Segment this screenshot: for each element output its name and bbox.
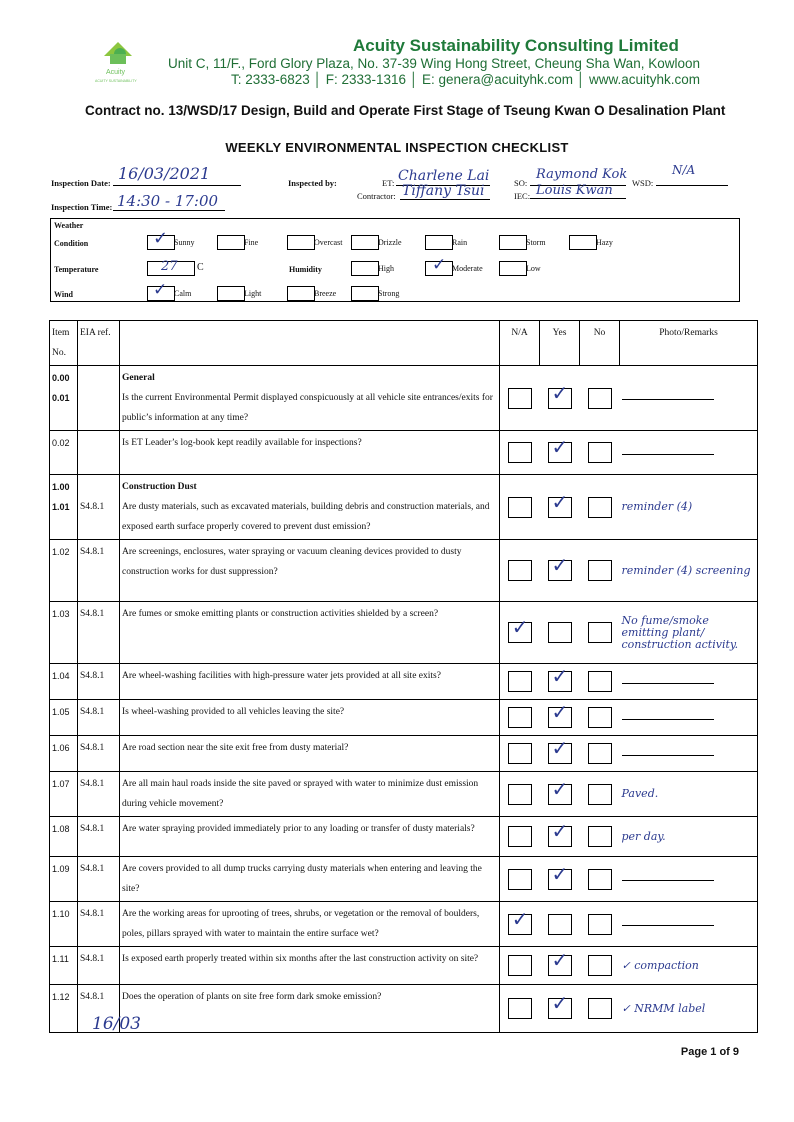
company-address: Unit C, 11/F., Ford Glory Plaza, No. 37-39 Wing Hong Street, Cheung Sha Wan, Kowloon bbox=[167, 56, 700, 71]
header-yes: Yes bbox=[540, 321, 580, 366]
condition-sunny-label: Sunny bbox=[174, 238, 195, 247]
row-yes-cell bbox=[540, 772, 580, 817]
contractor-label: Contractor: bbox=[357, 191, 396, 201]
wind-light-label: Light bbox=[244, 289, 262, 298]
condition-hazy-label: Hazy bbox=[596, 238, 613, 247]
table-row bbox=[50, 817, 758, 857]
row-eia-ref: S4.8.1 bbox=[78, 947, 120, 985]
na-checkbox[interactable] bbox=[508, 497, 532, 518]
company-name: Acuity Sustainability Consulting Limited bbox=[353, 36, 679, 55]
row-remarks[interactable] bbox=[620, 475, 758, 540]
table-row bbox=[50, 772, 758, 817]
yes-checkbox[interactable] bbox=[548, 664, 572, 692]
row-eia-ref: S4.8.1 bbox=[78, 817, 120, 857]
row-remarks[interactable] bbox=[620, 736, 758, 772]
logo-subtext: ACUITY SUSTAINABILITY bbox=[95, 79, 137, 83]
no-checkbox[interactable] bbox=[588, 388, 612, 409]
na-checkbox[interactable] bbox=[508, 615, 532, 643]
row-eia-ref: S4.8.1 bbox=[78, 857, 120, 902]
company-logo bbox=[96, 34, 142, 68]
row-remarks[interactable] bbox=[620, 985, 758, 1033]
row-yes-cell bbox=[540, 857, 580, 902]
row-question bbox=[120, 857, 500, 902]
humidity-label: Humidity bbox=[289, 265, 322, 274]
check-mark-icon: ✓ bbox=[551, 861, 569, 886]
question-text: Are road section near the site exit free from dusty material? bbox=[122, 743, 349, 753]
row-question bbox=[120, 431, 500, 475]
condition-drizzle-label: Drizzle bbox=[378, 238, 402, 247]
condition-label: Condition bbox=[54, 239, 89, 248]
row-yes-cell bbox=[540, 664, 580, 700]
remark-line bbox=[622, 718, 714, 720]
remark-line bbox=[622, 879, 714, 881]
wsd-label: WSD: bbox=[632, 178, 654, 188]
wsd-value: N/A bbox=[672, 163, 696, 177]
header-item: Item No. bbox=[50, 321, 78, 366]
table-header-row bbox=[50, 321, 758, 366]
table-row bbox=[50, 736, 758, 772]
row-item-number: 1.05 bbox=[50, 700, 78, 736]
row-na-cell bbox=[500, 602, 540, 664]
row-question bbox=[120, 602, 500, 664]
row-eia-ref: S4.8.1 bbox=[78, 540, 120, 602]
yes-checkbox[interactable] bbox=[548, 553, 572, 581]
row-remarks[interactable] bbox=[620, 431, 758, 475]
table-row bbox=[50, 700, 758, 736]
table-row bbox=[50, 431, 758, 475]
question-text: Are water spraying provided immediately prior to any loading or transfer of dusty materials? bbox=[122, 824, 475, 834]
contractor-value: Tiffany Tsui bbox=[402, 183, 485, 199]
row-question bbox=[120, 540, 500, 602]
contract-title: Contract no. 13/WSD/17 Design, Build and Operate First Stage of Tseung Kwan O Desalination Plant bbox=[85, 103, 726, 118]
remark-line bbox=[622, 398, 714, 400]
question-text: Are all main haul roads inside the site paved or sprayed with water to minimize dust emission during vehicle movement? bbox=[122, 779, 479, 809]
humidity-moderate-label: Moderate bbox=[452, 264, 483, 273]
row-remarks[interactable] bbox=[620, 664, 758, 700]
question-text: Are dusty materials, such as excavated materials, building debris and construction materials, and exposed earth surface properly covered to prevent dust emission? bbox=[122, 502, 490, 532]
na-checkbox[interactable] bbox=[508, 826, 532, 847]
remark-text: No fume/smoke emitting plant/ construction activity. bbox=[621, 613, 739, 651]
remark-text: ✓ NRMM label bbox=[621, 1001, 706, 1015]
question-text: Are the working areas for uprooting of trees, shrubs, or vegetation or the removal of boulders, poles, pillars sprayed with water to maintain the entire surface wet? bbox=[122, 909, 480, 939]
row-yes-cell bbox=[540, 736, 580, 772]
na-checkbox[interactable] bbox=[508, 671, 532, 692]
row-item-number: 0.00 0.01 bbox=[50, 366, 78, 431]
na-checkbox[interactable] bbox=[508, 707, 532, 728]
check-mark-icon: ✓ bbox=[551, 819, 569, 843]
remark-line bbox=[622, 754, 714, 756]
row-yes-cell bbox=[540, 700, 580, 736]
row-item-number: 1.04 bbox=[50, 664, 78, 700]
row-na-cell bbox=[500, 475, 540, 540]
page-number: Page 1 of 9 bbox=[680, 1046, 739, 1058]
row-question bbox=[120, 947, 500, 985]
row-yes-cell bbox=[540, 475, 580, 540]
remark-text: per day. bbox=[621, 829, 666, 843]
row-item-number: 1.07 bbox=[50, 772, 78, 817]
row-yes-cell bbox=[540, 540, 580, 602]
check-mark-icon: ✓ bbox=[551, 776, 569, 801]
row-yes-cell bbox=[540, 817, 580, 857]
table-row bbox=[50, 985, 758, 1033]
question-text: Are fumes or smoke emitting plants or construction activities shielded by a screen? bbox=[122, 609, 439, 619]
humidity-moderate-checkbox[interactable]: ✓ bbox=[425, 261, 453, 276]
remark-line bbox=[622, 682, 714, 684]
check-mark-icon: ✓ bbox=[551, 489, 569, 514]
page-title: WEEKLY ENVIRONMENTAL INSPECTION CHECKLIST bbox=[225, 140, 569, 155]
et-value: Charlene Lai bbox=[398, 168, 490, 184]
row-na-cell bbox=[500, 902, 540, 947]
row-item-number: 1.10 bbox=[50, 902, 78, 947]
inspection-time-value: 14:30 - 17:00 bbox=[117, 192, 219, 210]
humidity-low-checkbox[interactable] bbox=[499, 261, 527, 276]
table-row bbox=[50, 902, 758, 947]
check-mark-icon: ✓ bbox=[551, 553, 569, 577]
no-checkbox[interactable] bbox=[588, 869, 612, 890]
row-question bbox=[120, 772, 500, 817]
na-checkbox[interactable] bbox=[508, 784, 532, 805]
na-checkbox[interactable] bbox=[508, 998, 532, 1019]
row-item-number: 1.09 bbox=[50, 857, 78, 902]
table-row bbox=[50, 602, 758, 664]
condition-hazy-checkbox[interactable] bbox=[569, 235, 597, 250]
yes-checkbox[interactable] bbox=[548, 914, 572, 935]
row-remarks[interactable] bbox=[620, 902, 758, 947]
row-remarks[interactable] bbox=[620, 700, 758, 736]
condition-overcast-checkbox[interactable] bbox=[287, 235, 315, 250]
wind-label: Wind bbox=[54, 290, 73, 299]
row-yes-cell bbox=[540, 947, 580, 985]
check-mark-icon: ✓ bbox=[551, 380, 569, 405]
yes-checkbox[interactable] bbox=[548, 819, 572, 847]
no-checkbox[interactable] bbox=[588, 707, 612, 728]
no-checkbox[interactable] bbox=[588, 497, 612, 518]
wind-calm-label: Calm bbox=[174, 289, 192, 298]
row-eia-ref: S4.8.1 bbox=[78, 902, 120, 947]
wind-calm-checkbox[interactable]: ✓ bbox=[147, 286, 175, 301]
no-checkbox[interactable] bbox=[588, 826, 612, 847]
row-question bbox=[120, 985, 500, 1033]
row-no-cell bbox=[580, 947, 620, 985]
row-question bbox=[120, 664, 500, 700]
yes-checkbox[interactable] bbox=[548, 700, 572, 728]
check-mark-icon: ✓ bbox=[551, 664, 569, 688]
condition-rain-label: Rain bbox=[452, 238, 468, 247]
table-row bbox=[50, 366, 758, 431]
iec-label: IEC: bbox=[514, 191, 531, 201]
so-value: Raymond Kok bbox=[536, 167, 628, 182]
row-item-number: 1.06 bbox=[50, 736, 78, 772]
table-row bbox=[50, 475, 758, 540]
table-row bbox=[50, 664, 758, 700]
row-na-cell bbox=[500, 772, 540, 817]
question-text: Is ET Leader’s log-book kept readily available for inspections? bbox=[122, 438, 362, 448]
wind-strong-label: Strong bbox=[378, 289, 400, 298]
section-heading: Construction Dust bbox=[122, 482, 197, 492]
row-question bbox=[120, 817, 500, 857]
table-row bbox=[50, 540, 758, 602]
question-text: Are screenings, enclosures, water spraying or vacuum cleaning devices provided to dusty construction works for dust suppression? bbox=[122, 547, 462, 577]
logo-text: Acuity bbox=[106, 69, 126, 76]
yes-checkbox[interactable] bbox=[548, 736, 572, 764]
row-no-cell bbox=[580, 772, 620, 817]
na-checkbox[interactable] bbox=[508, 906, 532, 935]
row-remarks[interactable] bbox=[620, 857, 758, 902]
row-remarks[interactable] bbox=[620, 947, 758, 985]
condition-storm-checkbox[interactable] bbox=[499, 235, 527, 250]
check-mark-icon: ✓ bbox=[551, 435, 569, 459]
row-remarks[interactable] bbox=[620, 772, 758, 817]
check-mark-icon: ✓ bbox=[551, 948, 569, 972]
condition-drizzle-checkbox[interactable] bbox=[351, 235, 379, 250]
row-no-cell bbox=[580, 540, 620, 602]
wind-light-checkbox[interactable] bbox=[217, 286, 245, 301]
row-yes-cell bbox=[540, 902, 580, 947]
row-na-cell bbox=[500, 985, 540, 1033]
humidity-high-checkbox[interactable] bbox=[351, 261, 379, 276]
table-row bbox=[50, 947, 758, 985]
row-eia-ref: S4.8.1 bbox=[78, 664, 120, 700]
row-remarks[interactable] bbox=[620, 817, 758, 857]
row-na-cell bbox=[500, 947, 540, 985]
wind-breeze-checkbox[interactable] bbox=[287, 286, 315, 301]
no-checkbox[interactable] bbox=[588, 784, 612, 805]
remark-line bbox=[622, 924, 714, 926]
so-label: SO: bbox=[514, 178, 528, 188]
temperature-label: Temperature bbox=[54, 265, 99, 274]
header-eia: EIA ref. bbox=[78, 321, 120, 366]
row-eia-ref: S4.8.1 bbox=[78, 475, 120, 540]
remark-text: Paved. bbox=[621, 787, 659, 800]
question-text: Is the current Environmental Permit displayed conspicuously at all vehicle site entrances/exits for public’s information at any time? bbox=[122, 393, 493, 423]
no-checkbox[interactable] bbox=[588, 743, 612, 764]
row-item-number: 1.00 1.01 bbox=[50, 475, 78, 540]
row-remarks[interactable] bbox=[620, 602, 758, 664]
row-yes-cell bbox=[540, 985, 580, 1033]
row-eia-ref bbox=[78, 366, 120, 431]
section-heading: General bbox=[122, 373, 155, 383]
no-checkbox[interactable] bbox=[588, 671, 612, 692]
check-mark-icon: ✓ bbox=[511, 615, 529, 639]
yes-checkbox[interactable] bbox=[548, 776, 572, 805]
row-question bbox=[120, 475, 500, 540]
row-na-cell bbox=[500, 664, 540, 700]
row-question bbox=[120, 736, 500, 772]
yes-checkbox[interactable] bbox=[548, 948, 572, 976]
row-question bbox=[120, 366, 500, 431]
na-checkbox[interactable] bbox=[508, 955, 532, 976]
row-na-cell bbox=[500, 700, 540, 736]
inspection-date-label: Inspection Date: bbox=[51, 178, 111, 188]
row-no-cell bbox=[580, 602, 620, 664]
inspected-by-label: Inspected by: bbox=[288, 178, 337, 188]
question-text: Is wheel-washing provided to all vehicles leaving the site? bbox=[122, 707, 345, 717]
row-item-number: 1.12 bbox=[50, 985, 78, 1033]
na-checkbox[interactable] bbox=[508, 388, 532, 409]
inspection-time-label: Inspection Time: bbox=[51, 202, 113, 212]
row-item-number: 0.02 bbox=[50, 431, 78, 475]
iec-value: Louis Kwan bbox=[536, 183, 613, 198]
na-checkbox[interactable] bbox=[508, 560, 532, 581]
row-no-cell bbox=[580, 431, 620, 475]
no-checkbox[interactable] bbox=[588, 998, 612, 1019]
na-checkbox[interactable] bbox=[508, 869, 532, 890]
remark-text: reminder (4) bbox=[621, 500, 693, 513]
weather-section bbox=[50, 218, 740, 302]
row-eia-ref bbox=[78, 431, 120, 475]
row-eia-ref: S4.8.1 bbox=[78, 602, 120, 664]
no-checkbox[interactable] bbox=[588, 955, 612, 976]
row-item-number: 1.08 bbox=[50, 817, 78, 857]
remark-line bbox=[622, 453, 714, 455]
no-checkbox[interactable] bbox=[588, 622, 612, 643]
row-na-cell bbox=[500, 817, 540, 857]
no-checkbox[interactable] bbox=[588, 442, 612, 463]
condition-overcast-label: Overcast bbox=[314, 238, 343, 247]
row-yes-cell bbox=[540, 431, 580, 475]
row-yes-cell bbox=[540, 366, 580, 431]
remark-text: reminder (4) screening bbox=[621, 563, 751, 577]
check-mark-icon: ✓ bbox=[551, 736, 569, 760]
row-no-cell bbox=[580, 902, 620, 947]
row-item-number: 1.03 bbox=[50, 602, 78, 664]
company-contact: T: 2333-6823 │ F: 2333-1316 │ E: genera@acuityhk.com │ www.acuityhk.com bbox=[231, 72, 700, 87]
na-checkbox[interactable] bbox=[508, 442, 532, 463]
yes-checkbox[interactable] bbox=[548, 435, 572, 463]
condition-fine-checkbox[interactable] bbox=[217, 235, 245, 250]
no-checkbox[interactable] bbox=[588, 560, 612, 581]
row-eia-ref: S4.8.1 bbox=[78, 700, 120, 736]
question-text: Are wheel-washing facilities with high-pressure water jets provided at all site exits? bbox=[122, 671, 441, 681]
temperature-value: 27 bbox=[161, 259, 178, 274]
row-na-cell bbox=[500, 431, 540, 475]
wind-breeze-label: Breeze bbox=[314, 289, 337, 298]
wind-strong-checkbox[interactable] bbox=[351, 286, 379, 301]
row-na-cell bbox=[500, 366, 540, 431]
checklist-table bbox=[49, 320, 758, 1033]
row-na-cell bbox=[500, 540, 540, 602]
remark-text: ✓ compaction bbox=[621, 958, 699, 972]
header-question bbox=[120, 321, 500, 366]
check-mark-icon: ✓ bbox=[551, 991, 569, 1015]
row-eia-ref: S4.8.1 bbox=[78, 736, 120, 772]
inspection-date-value: 16/03/2021 bbox=[118, 164, 211, 183]
question-text: Does the operation of plants on site free form dark smoke emission? bbox=[122, 992, 382, 1002]
check-mark-icon: ✓ bbox=[511, 906, 529, 931]
row-eia-ref: S4.8.1 bbox=[78, 772, 120, 817]
table-row bbox=[50, 857, 758, 902]
row-remarks[interactable] bbox=[620, 540, 758, 602]
condition-rain-checkbox[interactable] bbox=[425, 235, 453, 250]
header-remarks: Photo/Remarks bbox=[620, 321, 758, 366]
row-na-cell bbox=[500, 857, 540, 902]
yes-checkbox[interactable] bbox=[548, 489, 572, 518]
weather-heading: Weather bbox=[54, 221, 84, 230]
na-checkbox[interactable] bbox=[508, 743, 532, 764]
yes-checkbox[interactable] bbox=[548, 861, 572, 890]
footer-handwritten-date: 16/03 bbox=[92, 1014, 141, 1034]
header-na: N/A bbox=[500, 321, 540, 366]
yes-checkbox[interactable] bbox=[548, 622, 572, 643]
row-item-number: 1.11 bbox=[50, 947, 78, 985]
row-no-cell bbox=[580, 736, 620, 772]
header-no: No bbox=[580, 321, 620, 366]
condition-storm-label: Storm bbox=[526, 238, 546, 247]
humidity-high-label: High bbox=[378, 264, 394, 273]
check-mark-icon: ✓ bbox=[551, 700, 569, 724]
row-no-cell bbox=[580, 366, 620, 431]
row-question bbox=[120, 700, 500, 736]
temperature-unit: C bbox=[197, 262, 204, 273]
question-text: Are covers provided to all dump trucks carrying dusty materials when entering and leaving the site? bbox=[122, 864, 482, 894]
yes-checkbox[interactable] bbox=[548, 380, 572, 409]
row-na-cell bbox=[500, 736, 540, 772]
row-remarks[interactable] bbox=[620, 366, 758, 431]
no-checkbox[interactable] bbox=[588, 914, 612, 935]
row-no-cell bbox=[580, 475, 620, 540]
row-no-cell bbox=[580, 857, 620, 902]
row-no-cell bbox=[580, 664, 620, 700]
et-label: ET: bbox=[382, 178, 395, 188]
row-eia-ref: S4.8.1 bbox=[78, 985, 120, 1033]
row-item-number: 1.02 bbox=[50, 540, 78, 602]
row-yes-cell bbox=[540, 602, 580, 664]
yes-checkbox[interactable] bbox=[548, 991, 572, 1019]
row-question bbox=[120, 902, 500, 947]
row-no-cell bbox=[580, 817, 620, 857]
condition-fine-label: Fine bbox=[244, 238, 259, 247]
humidity-low-label: Low bbox=[526, 264, 541, 273]
question-text: Is exposed earth properly treated within six months after the last construction activity on site? bbox=[122, 954, 479, 964]
row-no-cell bbox=[580, 985, 620, 1033]
row-no-cell bbox=[580, 700, 620, 736]
condition-sunny-checkbox[interactable]: ✓ bbox=[147, 235, 175, 250]
